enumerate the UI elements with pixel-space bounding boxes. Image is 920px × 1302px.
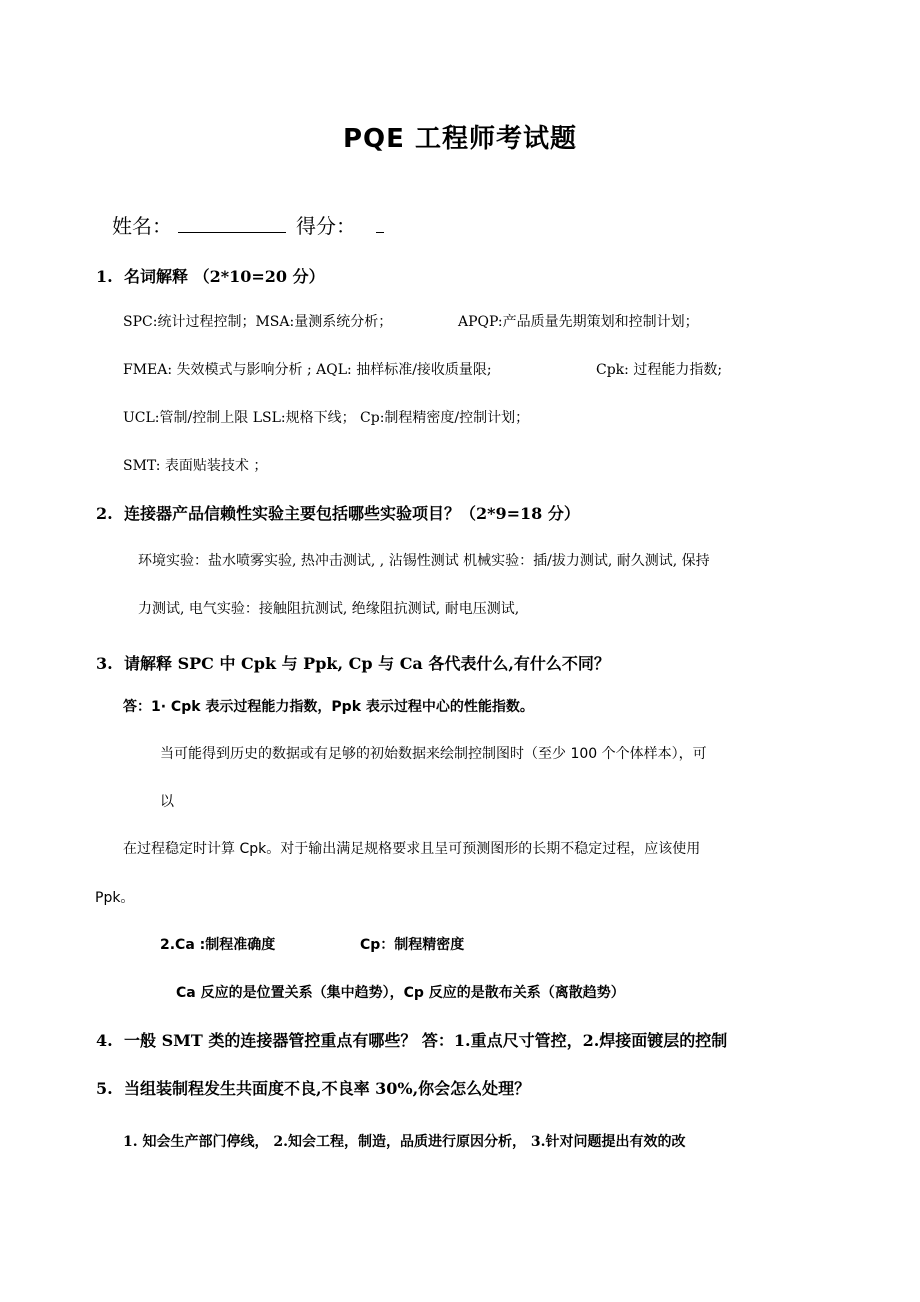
question-text: 请解释 SPC 中 Cpk 与 Ppk, Cp 与 Ca 各代表什么,有什么不同？	[124, 654, 610, 673]
q1-term-group-a: SPC:统计过程控制；MSA:量测系统分析；	[123, 314, 393, 330]
name-field[interactable]	[178, 214, 286, 233]
q3-answer-2-ca: 2.Ca :制程准确度	[160, 937, 276, 953]
q5-answer: 1. 知会生产部门停线， 2.知会工程，制造，品质进行原因分析， 3.针对问题提出有效的改	[123, 1134, 686, 1150]
question-text: 连接器产品信赖性实验主要包括哪些实验项目？（2*9=18 分）	[124, 504, 580, 523]
q3-answer-line-c: 在过程稳定时计算 Cpk。对于输出满足规格要求且呈可预测图形的长期不稳定过程，应该使用	[123, 841, 701, 857]
q3-answer-1: 答：1· Cpk 表示过程能力指数，Ppk 表示过程中心的性能指数。	[123, 699, 534, 715]
q3-answer-line-b: 以	[160, 794, 174, 810]
q1-term-group-c: FMEA: 失效模式与影响分析 ; AQL: 抽样标准/接收质量限;	[123, 362, 492, 378]
score-field[interactable]	[376, 214, 384, 233]
q1-answer-line-4: SMT: 表面贴装技术 ；	[123, 458, 268, 474]
q1-term-group-d: Cpk: 过程能力指数;	[596, 362, 723, 378]
question-number: 1.	[96, 267, 113, 286]
q2-answer-line-1: 环境实验：盐水喷雾实验, 热冲击测试, , 沾锡性测试 机械实验：插/拔力测试, 耐久测试, 保持	[138, 553, 710, 569]
page-title: PQE 工程师考试题	[343, 124, 577, 154]
q3-answer-line-d: Ppk。	[95, 890, 135, 906]
question-4	[96, 1028, 727, 1051]
question-text: 当组装制程发生共面度不良,不良率 30%,你会怎么处理？	[124, 1079, 531, 1098]
q3-answer-2-cp: Cp：制程精密度	[360, 937, 465, 953]
q3-answer-line-a: 当可能得到历史的数据或有足够的初始数据来绘制控制图时（至少 100 个个体样本），可	[160, 746, 707, 762]
question-number: 3.	[96, 654, 113, 673]
q1-answer-line-2	[123, 359, 492, 379]
question-number: 4.	[96, 1031, 113, 1050]
name-score-row	[112, 210, 384, 239]
q2-answer-line-2: 力测试, 电气实验：接触阻抗测试, 绝缘阻抗测试, 耐电压测试,	[138, 601, 520, 617]
q1-term-group-b: APQP:产品质量先期策划和控制计划；	[458, 314, 699, 330]
question-number: 5.	[96, 1079, 113, 1098]
question-1	[96, 264, 325, 287]
question-text: 一般 SMT 类的连接器管控重点有哪些？ 答：1.重点尺寸管控，2.焊接面镀层的控制	[124, 1031, 728, 1050]
question-2	[96, 501, 580, 524]
q3-answer-2-explain: Ca 反应的是位置关系（集中趋势），Cp 反应的是散布关系（离散趋势）	[176, 985, 625, 1001]
name-label: 姓名：	[112, 214, 172, 238]
question-5	[96, 1076, 530, 1099]
question-number: 2.	[96, 504, 113, 523]
question-text: 名词解释 （2*10=20 分）	[124, 267, 325, 286]
question-3	[96, 651, 610, 674]
score-label: 得分：	[296, 214, 356, 238]
q1-answer-line-3: UCL:管制/控制上限 LSL:规格下线； Cp:制程精密度/控制计划；	[123, 410, 530, 426]
q1-answer-line-1	[123, 311, 392, 331]
